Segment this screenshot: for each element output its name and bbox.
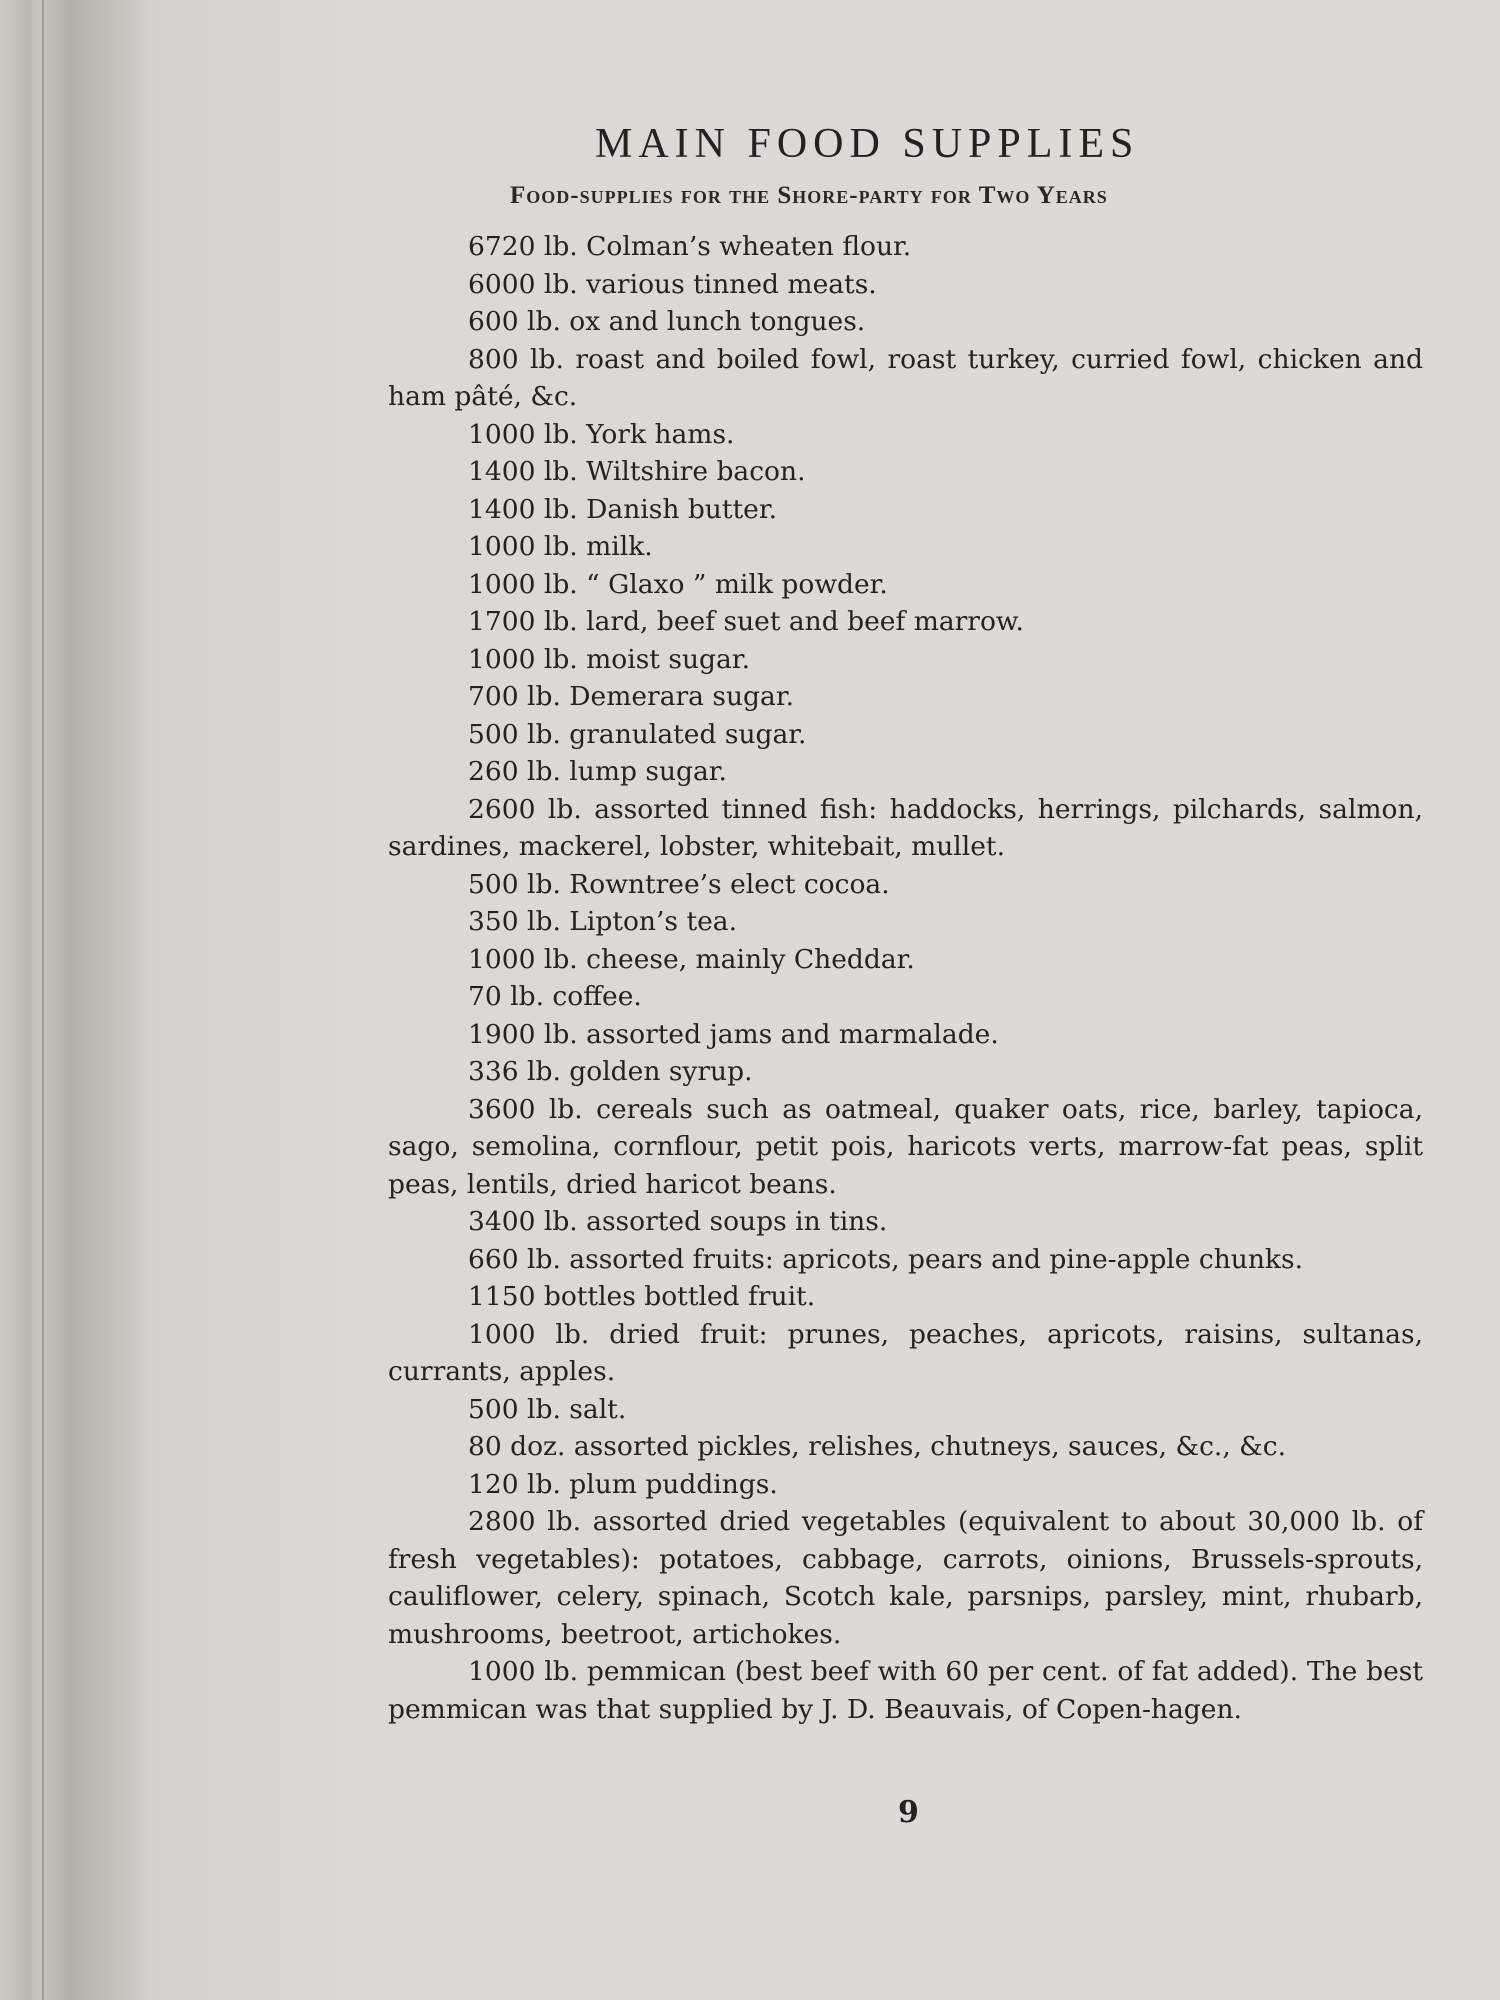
list-item: 260 lb. lump sugar.: [468, 756, 727, 787]
list-item: 1400 lb. Danish butter.: [468, 493, 778, 525]
list-item: 3400 lb. assorted soups in tins.: [468, 1206, 888, 1237]
list-item: 800 lb. roast and boiled fowl, roast turkey, curried fowl, chicken and ham pâté, &c.: [388, 343, 1423, 412]
list-item: 1000 lb. “ Glaxo ” milk powder.: [468, 568, 888, 600]
list-item: 2600 lb. assorted tinned fish: haddocks, herrings, pilchards, salmon, sardines, mackerel, lobster, whitebait, mullet.: [388, 793, 1423, 862]
list-item: 1400 lb. Wiltshire bacon.: [468, 456, 806, 487]
list-item: 700 lb. Demerara sugar.: [468, 681, 794, 712]
list-item: 1000 lb. York hams.: [468, 418, 735, 450]
list-item: 1000 lb. milk.: [468, 531, 653, 562]
list-item: 660 lb. assorted fruits: apricots, pears and pine-apple chunks.: [468, 1243, 1304, 1275]
supplies-list: [388, 228, 1423, 1728]
list-item: 1150 bottles bottled fruit.: [468, 1281, 816, 1312]
book-page: [150, 0, 1500, 2000]
page-subtitle: Food-supplies for the Shore-party for Two Years: [510, 182, 1108, 209]
page-edge-line: [42, 0, 44, 2000]
list-item: 500 lb. salt.: [468, 1393, 627, 1425]
list-item: 1000 lb. moist sugar.: [468, 643, 750, 675]
list-item: 3600 lb. cereals such as oatmeal, quaker oats, rice, barley, tapioca, sago, semolina, cornflour, petit pois, haricots verts, marrow-fat peas, split peas, lentils, dried haricot beans.: [388, 1093, 1423, 1200]
book-gutter: [0, 0, 150, 2000]
page-title: MAIN FOOD SUPPLIES: [595, 121, 1140, 167]
list-item: 500 lb. granulated sugar.: [468, 718, 807, 750]
list-item: 600 lb. ox and lunch tongues.: [468, 306, 866, 337]
list-item: 1900 lb. assorted jams and marmalade.: [468, 1018, 999, 1050]
page-number: 9: [898, 1795, 919, 1830]
list-item: 6000 lb. various tinned meats.: [468, 268, 877, 300]
list-item: 350 lb. Lipton’s tea.: [468, 906, 737, 937]
list-item: 6720 lb. Colman’s wheaten flour.: [468, 231, 912, 262]
list-item: 1000 lb. cheese, mainly Cheddar.: [468, 943, 915, 975]
list-item: 1700 lb. lard, beef suet and beef marrow.: [468, 606, 1024, 637]
list-item: 80 doz. assorted pickles, relishes, chutneys, sauces, &c., &c.: [468, 1431, 1287, 1462]
list-item: 2800 lb. assorted dried vegetables (equivalent to about 30,000 lb. of fresh vegetables): potatoes, cabbage, carrots, oinions, Brussels-sprouts, cauliflower, celery, spinach, Scotch kale, parsnips, parsley, mint, rhubarb, mushrooms, beetroot, artichokes.: [388, 1506, 1423, 1650]
list-item: 70 lb. coffee.: [468, 981, 642, 1012]
list-item: 1000 lb. dried fruit: prunes, peaches, apricots, raisins, sultanas, currants, apples.: [388, 1318, 1423, 1387]
list-item: 1000 lb. pemmican (best beef with 60 per cent. of fat added). The best pemmican was that supplied by J. D. Beauvais, of Copen-hagen.: [388, 1656, 1423, 1725]
list-item: 120 lb. plum puddings.: [468, 1468, 778, 1500]
list-item: 500 lb. Rowntree’s elect cocoa.: [468, 868, 890, 900]
list-item: 336 lb. golden syrup.: [468, 1056, 753, 1087]
